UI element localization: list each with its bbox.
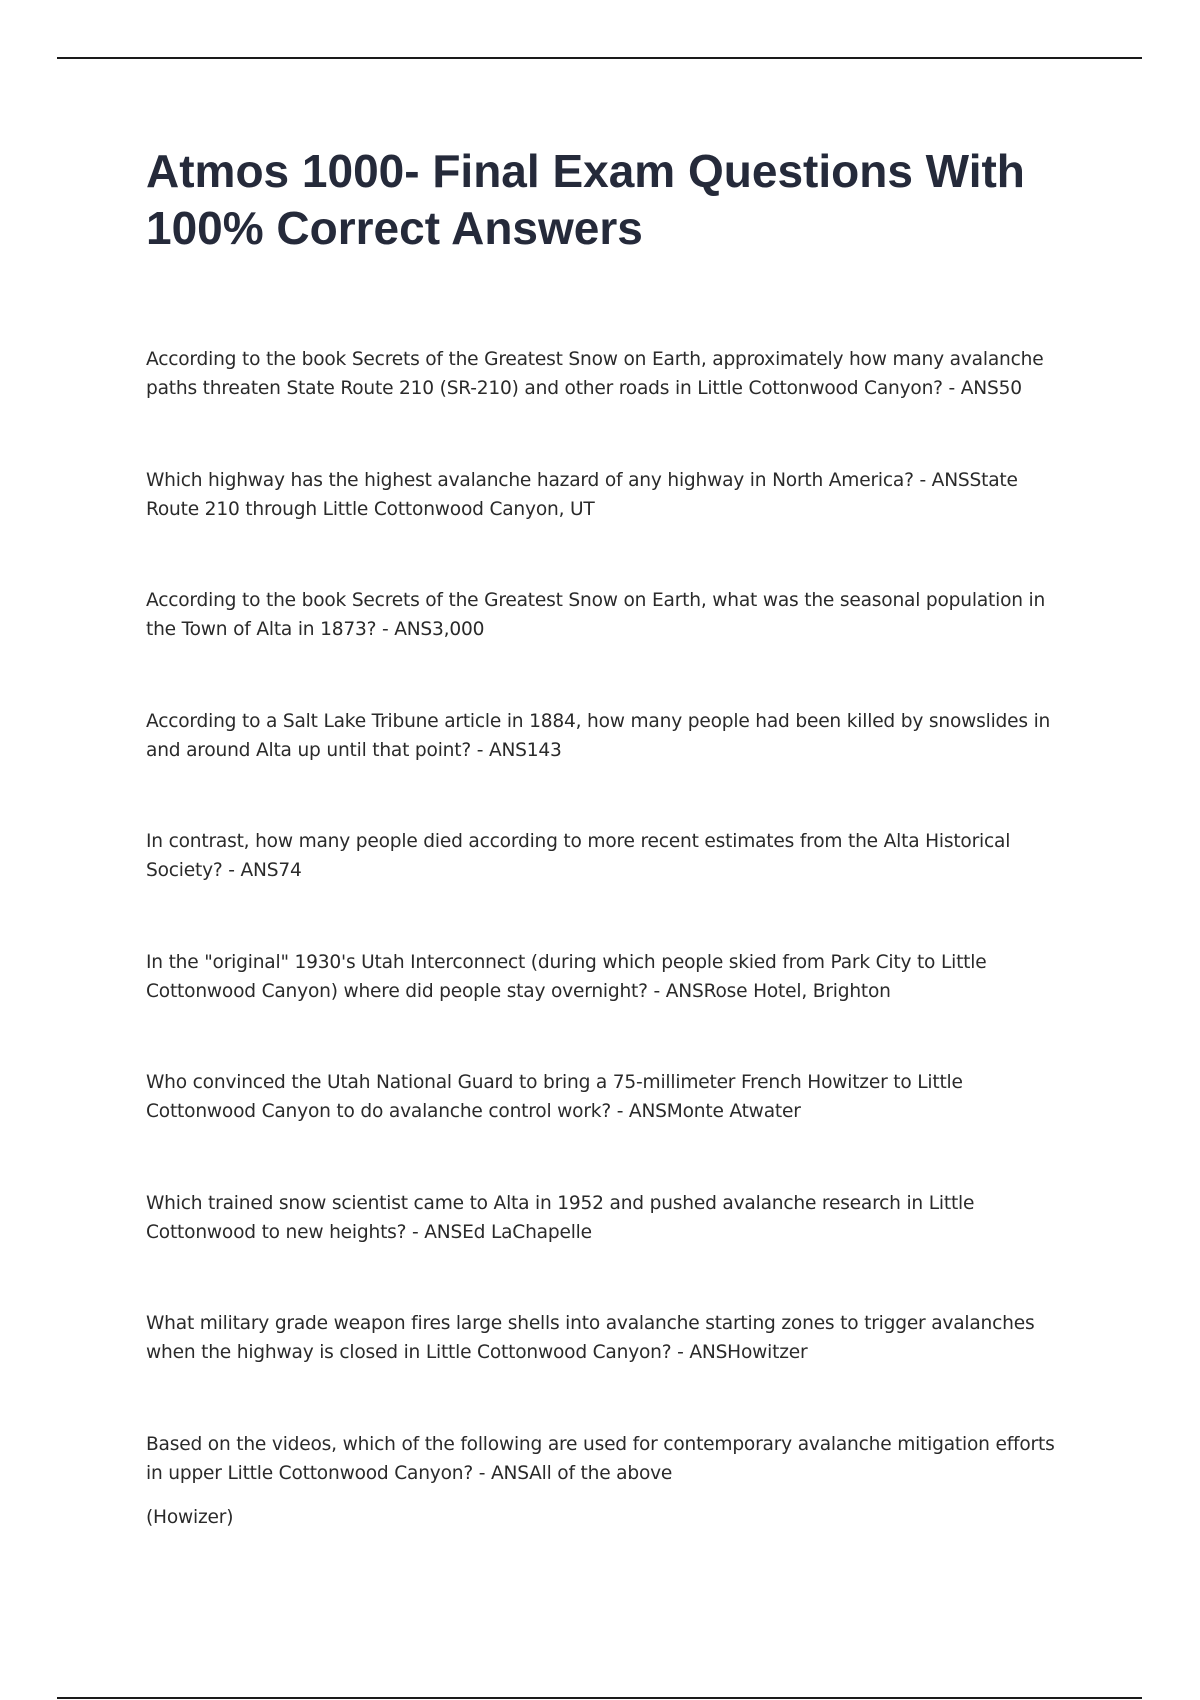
bottom-divider [57, 1697, 1142, 1699]
top-divider [57, 57, 1142, 59]
qa-text: What military grade weapon fires large shells into avalanche starting zones to trigger avalanches when the highway is closed in Little Cottonwood Canyon? - ANSHowitzer [146, 1313, 1035, 1363]
qa-text: In the "original" 1930's Utah Interconnect (during which people skied from Park City to Little Cottonwood Canyon) where did people stay overnight? - ANSRose Hotel, Brighton [146, 951, 987, 1002]
qa-item-3 [146, 586, 1066, 707]
qa-item-4 [146, 707, 1066, 828]
qa-note: (Howizer) [146, 1506, 234, 1528]
qa-item-6 [146, 948, 1066, 1069]
qa-text: Who convinced the Utah National Guard to bring a 75-millimeter French Howitzer to Little Cottonwood Canyon to do avalanche control work? - ANSMonte Atwater [146, 1072, 963, 1122]
qa-item-8 [146, 1189, 1066, 1310]
qa-item-10 [146, 1430, 1066, 1551]
qa-text: Based on the videos, which of the following are used for contemporary avalanche mitigation efforts in upper Little Cottonwood Canyon? - ANSAll of the above [146, 1433, 1055, 1484]
qa-text: According to a Salt Lake Tribune article in 1884, how many people had been killed by snowslides in and around Alta up until that point? - ANS143 [146, 710, 1051, 761]
qa-text: According to the book Secrets of the Greatest Snow on Earth, what was the seasonal population in the Town of Alta in 1873? - ANS3,000 [146, 590, 1046, 640]
document-title: Atmos 1000- Final Exam Questions With 100% Correct Answers [146, 145, 1025, 254]
qa-item-7 [146, 1068, 1066, 1189]
qa-list [146, 345, 1066, 1550]
qa-text: In contrast, how many people died according to more recent estimates from the Alta Historical Society? - ANS74 [146, 831, 1011, 881]
qa-item-2 [146, 466, 1066, 587]
qa-text: Which highway has the highest avalanche hazard of any highway in North America? - ANSState Route 210 through Little Cottonwood Canyon, UT [146, 469, 1018, 520]
qa-text: According to the book Secrets of the Greatest Snow on Earth, approximately how many avalanche paths threaten State Route 210 (SR-210) and other roads in Little Cottonwood Canyon? - ANS50 [146, 349, 1044, 399]
qa-item-1 [146, 345, 1066, 466]
qa-text: Which trained snow scientist came to Alta in 1952 and pushed avalanche research in Little Cottonwood to new heights? - ANSEd LaChapelle [146, 1192, 975, 1243]
qa-item-5 [146, 827, 1066, 948]
qa-item-9 [146, 1309, 1066, 1430]
